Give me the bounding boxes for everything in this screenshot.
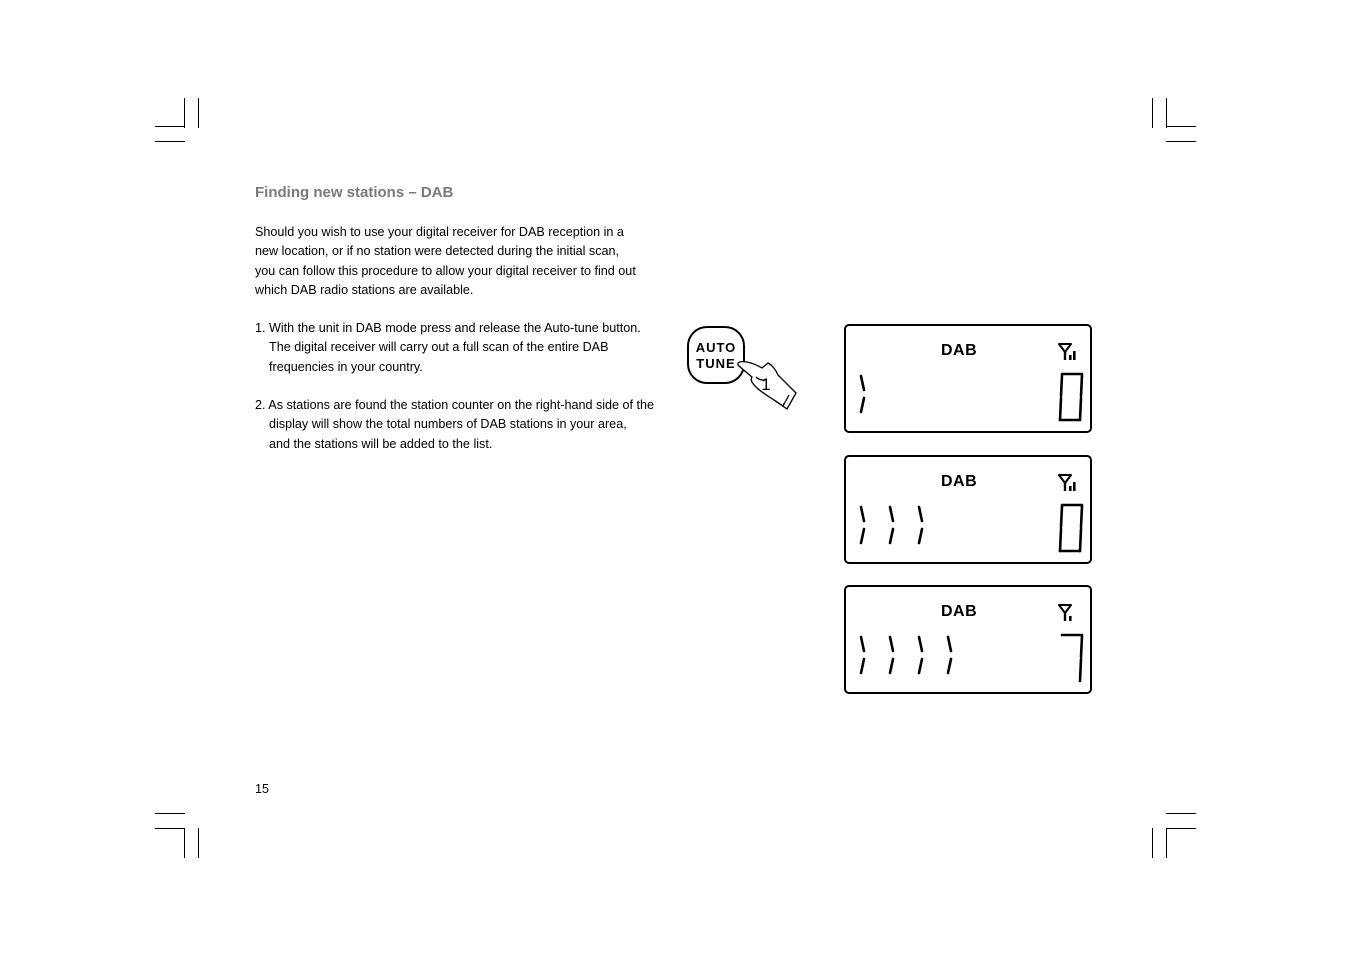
- segment-stroke: [861, 398, 864, 412]
- digit-segment: [1061, 506, 1062, 527]
- progress-segment: [919, 637, 922, 673]
- progress-segment: [861, 376, 864, 412]
- digit-segment: [1081, 636, 1082, 657]
- segment-stroke: [890, 529, 893, 543]
- segment-stroke: [948, 637, 951, 651]
- crop-mark: [1166, 98, 1167, 128]
- signal-bar: [1069, 616, 1072, 621]
- crop-mark: [1166, 126, 1196, 127]
- antenna-mark: [1059, 344, 1071, 352]
- crop-mark: [184, 98, 185, 128]
- signal-bar: [1073, 351, 1076, 360]
- crop-mark: [1152, 828, 1153, 858]
- signal-bar: [1069, 486, 1072, 491]
- station-count-digit: [1058, 503, 1086, 553]
- digit-segment: [1080, 659, 1081, 681]
- mode-label: DAB: [941, 603, 978, 620]
- crop-mark: [184, 828, 185, 858]
- text-line: 1. With the unit in DAB mode press and release the Auto-tune button.: [255, 321, 641, 335]
- segment-stroke: [890, 659, 893, 673]
- text-line: display will show the total numbers of DAB stations in your area,: [269, 417, 627, 432]
- segment-stroke: [919, 529, 922, 543]
- digit-segment: [1060, 529, 1061, 551]
- auto-tune-label-bottom: TUNE: [696, 356, 736, 371]
- auto-tune-button[interactable]: [688, 327, 744, 383]
- station-count-digit: [1058, 633, 1086, 683]
- crop-mark: [198, 98, 199, 128]
- signal-strength-icon: [1058, 473, 1078, 493]
- segment-stroke: [861, 529, 864, 543]
- lcd-display: [844, 324, 1092, 433]
- intro-paragraph: [255, 223, 675, 301]
- segment-stroke: [861, 376, 864, 390]
- auto-tune-illustration: [686, 325, 801, 415]
- digit-segment: [1080, 398, 1081, 420]
- progress-segment: [948, 637, 951, 673]
- segment-stroke: [919, 507, 922, 521]
- mode-label: DAB: [941, 473, 978, 490]
- digit-segment: [1081, 375, 1082, 396]
- crop-mark: [198, 828, 199, 858]
- crop-mark: [1166, 141, 1196, 142]
- signal-bar: [1069, 355, 1072, 360]
- text-line: new location, or if no station were detected during the initial scan,: [255, 244, 620, 259]
- digit-segment: [1080, 529, 1081, 551]
- text-line: The digital receiver will carry out a full scan of the entire DAB: [269, 340, 609, 355]
- segment-stroke: [861, 507, 864, 521]
- crop-mark: [155, 828, 185, 829]
- antenna-mark: [1059, 475, 1071, 483]
- page-title: Finding new stations – DAB: [255, 184, 454, 201]
- digit-segment: [1060, 398, 1061, 420]
- progress-segment: [890, 637, 893, 673]
- text-line: Should you wish to use your digital receiver for DAB reception in a: [255, 225, 624, 239]
- segment-stroke: [861, 637, 864, 651]
- crop-mark: [1166, 813, 1196, 814]
- segment-stroke: [890, 507, 893, 521]
- progress-segment: [861, 637, 864, 673]
- lcd-display: [844, 585, 1092, 694]
- auto-tune-label-top: AUTO: [695, 340, 737, 355]
- segment-stroke: [919, 637, 922, 651]
- progress-segment: [861, 507, 864, 543]
- text-line: frequencies in your country.: [269, 359, 423, 374]
- text-line: and the stations will be added to the list.: [269, 436, 493, 451]
- crop-mark: [155, 126, 185, 127]
- antenna-mark: [1059, 605, 1071, 613]
- scan-progress-bar: [856, 374, 976, 418]
- progress-segment: [890, 507, 893, 543]
- signal-strength-icon: [1058, 342, 1078, 362]
- page-number: 15: [255, 782, 270, 796]
- scan-progress-bar: [856, 505, 976, 549]
- progress-segment: [919, 507, 922, 543]
- signal-bar: [1073, 482, 1076, 491]
- digit-segment: [1081, 506, 1082, 527]
- crop-mark: [1166, 828, 1167, 858]
- crop-mark: [1166, 828, 1196, 829]
- signal-strength-icon: [1058, 603, 1078, 623]
- crop-mark: [155, 813, 185, 814]
- text-line: you can follow this procedure to allow your digital receiver to find out: [255, 263, 636, 278]
- station-count-digit: [1058, 372, 1086, 422]
- segment-stroke: [861, 659, 864, 673]
- callout-number: 1: [761, 375, 771, 394]
- step-1: [255, 319, 675, 377]
- segment-stroke: [948, 659, 951, 673]
- step-2: [255, 396, 675, 454]
- crop-mark: [1152, 98, 1153, 128]
- text-line: which DAB radio stations are available.: [255, 283, 474, 298]
- digit-segment: [1061, 375, 1062, 396]
- lcd-display: [844, 455, 1092, 564]
- scan-progress-bar: [856, 635, 976, 679]
- segment-stroke: [919, 659, 922, 673]
- text-line: 2. As stations are found the station counter on the right-hand side of the: [255, 398, 655, 412]
- mode-label: DAB: [941, 342, 978, 359]
- segment-stroke: [890, 637, 893, 651]
- crop-mark: [155, 141, 185, 142]
